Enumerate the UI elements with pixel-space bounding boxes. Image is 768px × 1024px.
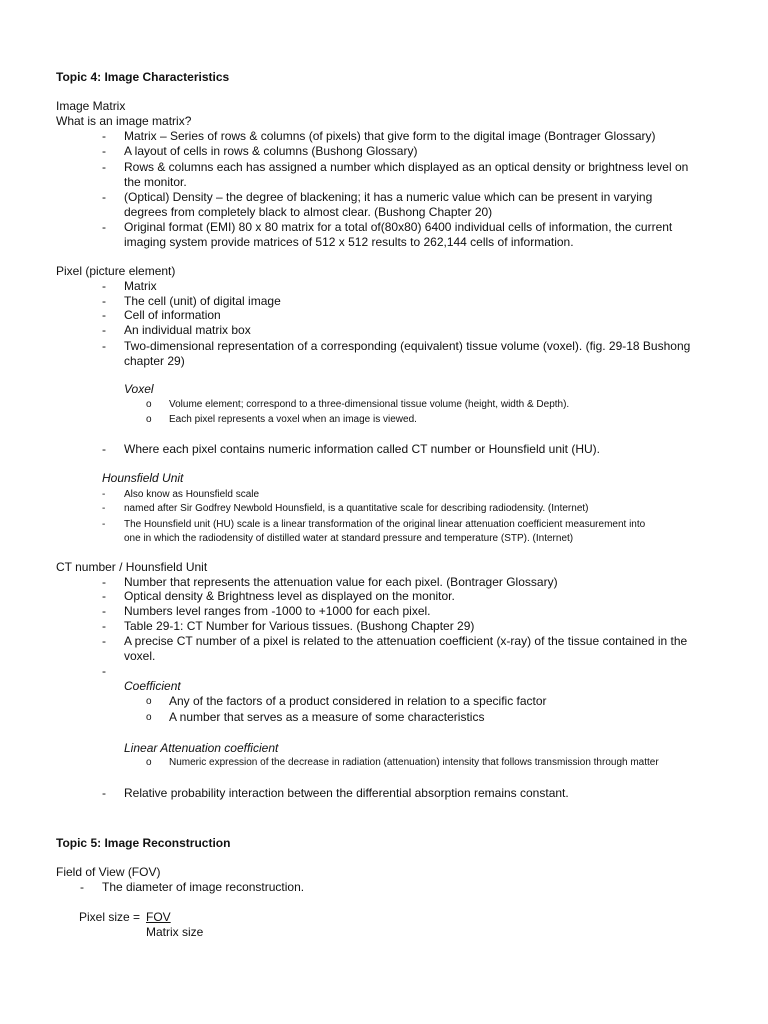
image-matrix-bullet: (Optical) Density – the degree of blackening; it has a numeric value which can be present in varying [124, 190, 653, 204]
bullet-dash: - [102, 220, 106, 234]
bullet-dash: - [102, 575, 106, 589]
hounsfield-item: named after Sir Godfrey Newbold Hounsfield, is a quantitative scale for describing radiodensity. (Internet) [124, 503, 589, 514]
bullet-dash: - [80, 880, 84, 894]
linear-attenuation-heading: Linear Attenuation coefficient [124, 741, 279, 755]
bullet-dash: - [102, 279, 106, 293]
bullet-circle: o [146, 757, 152, 768]
ct-number-bullet: Optical density & Brightness level as displayed on the monitor. [124, 589, 455, 603]
bullet-dash: - [102, 604, 106, 618]
ct-number-bullet: Table 29-1: CT Number for Various tissues. (Bushong Chapter 29) [124, 619, 475, 633]
image-matrix-question: What is an image matrix? [56, 114, 192, 128]
hounsfield-item: Also know as Hounsfield scale [124, 489, 260, 500]
bullet-dash: - [102, 129, 106, 143]
pixel-after-voxel: Where each pixel contains numeric information called CT number or Hounsfield unit (HU). [124, 442, 600, 456]
pixel-bullet: Two-dimensional representation of a corresponding (equivalent) tissue volume (voxel). (fig. 29-18 Bushong [124, 339, 691, 353]
bullet-dash: - [102, 308, 106, 322]
pixel-bullet: The cell (unit) of digital image [124, 294, 281, 308]
coefficient-heading: Coefficient [124, 679, 181, 693]
ct-number-bullet-continued: voxel. [124, 649, 156, 663]
bullet-dash: - [102, 294, 106, 308]
pixel-bullet: Cell of information [124, 308, 221, 322]
image-matrix-bullet-continued: imaging system provide matrices of 512 x 512 results to 262,144 cells of information. [124, 235, 574, 249]
formula-left: Pixel size = [79, 910, 141, 924]
fov-bullet: The diameter of image reconstruction. [102, 880, 305, 894]
voxel-item: Each pixel represents a voxel when an image is viewed. [169, 414, 417, 425]
topic5-title: Topic 5: Image Reconstruction [56, 836, 231, 850]
image-matrix-bullet-continued: degrees from completely black to almost clear. (Bushong Chapter 20) [124, 205, 493, 219]
hounsfield-item-continued: one in which the radiodensity of distilled water at standard pressure and temperature (STP). (Internet) [124, 533, 574, 544]
bullet-dash: - [102, 190, 106, 204]
image-matrix-bullet: Matrix – Series of rows & columns (of pixels) that give form to the digital image (Bontrager Glossary) [124, 129, 656, 143]
image-matrix-bullet: A layout of cells in rows & columns (Bushong Glossary) [124, 144, 418, 158]
pixel-bullet: An individual matrix box [124, 323, 251, 337]
image-matrix-bullet-continued: the monitor. [124, 175, 187, 189]
topic4-title: Topic 4: Image Characteristics [56, 70, 230, 84]
image-matrix-heading: Image Matrix [56, 99, 126, 113]
bullet-dash: - [102, 503, 106, 514]
bullet-dash: - [102, 619, 106, 633]
coefficient-item: A number that serves as a measure of some characteristics [169, 710, 485, 724]
voxel-heading: Voxel [124, 382, 154, 396]
bullet-dash: - [102, 160, 106, 174]
bullet-circle: o [146, 712, 152, 723]
pixel-bullet: Matrix [124, 279, 157, 293]
bullet-dash: - [102, 519, 106, 530]
formula-numerator: FOV [146, 910, 171, 924]
bullet-circle: o [146, 414, 152, 425]
image-matrix-bullet: Original format (EMI) 80 x 80 matrix for a total of(80x80) 6400 individual cells of information, the current [124, 220, 673, 234]
bullet-dash: - [102, 589, 106, 603]
ct-number-heading: CT number / Hounsfield Unit [56, 560, 208, 574]
coefficient-item: Any of the factors of a product considered in relation to a specific factor [169, 694, 547, 708]
hounsfield-item: The Hounsfield unit (HU) scale is a linear transformation of the original linear attenuation coefficient measurement into [124, 519, 646, 530]
bullet-dash: - [102, 664, 106, 678]
image-matrix-bullet: Rows & columns each has assigned a number which displayed as an optical density or brightness level on [124, 160, 689, 174]
bullet-dash: - [102, 786, 106, 800]
hounsfield-heading: Hounsfield Unit [102, 471, 184, 485]
fov-heading: Field of View (FOV) [56, 865, 161, 879]
ct-number-bullet: Numbers level ranges from -1000 to +1000 for each pixel. [124, 604, 431, 618]
voxel-item: Volume element; correspond to a three-dimensional tissue volume (height, width & Depth). [169, 399, 570, 410]
bullet-dash: - [102, 442, 106, 456]
formula-denominator: Matrix size [146, 925, 204, 939]
pixel-heading: Pixel (picture element) [56, 264, 176, 278]
bullet-dash: - [102, 489, 106, 500]
ct-number-bullet: A precise CT number of a pixel is related to the attenuation coefficient (x-ray) of the tissue contained in the [124, 634, 688, 648]
bullet-dash: - [102, 634, 106, 648]
bullet-circle: o [146, 399, 152, 410]
bullet-dash: - [102, 323, 106, 337]
bullet-dash: - [102, 144, 106, 158]
pixel-bullet-continued: chapter 29) [124, 354, 185, 368]
ct-number-last-bullet: Relative probability interaction between the differential absorption remains constant. [124, 786, 569, 800]
linear-attenuation-item: Numeric expression of the decrease in radiation (attenuation) intensity that follows transmission through matter [169, 757, 659, 768]
bullet-circle: o [146, 696, 152, 707]
ct-number-bullet: Number that represents the attenuation value for each pixel. (Bontrager Glossary) [124, 575, 558, 589]
bullet-dash: - [102, 339, 106, 353]
